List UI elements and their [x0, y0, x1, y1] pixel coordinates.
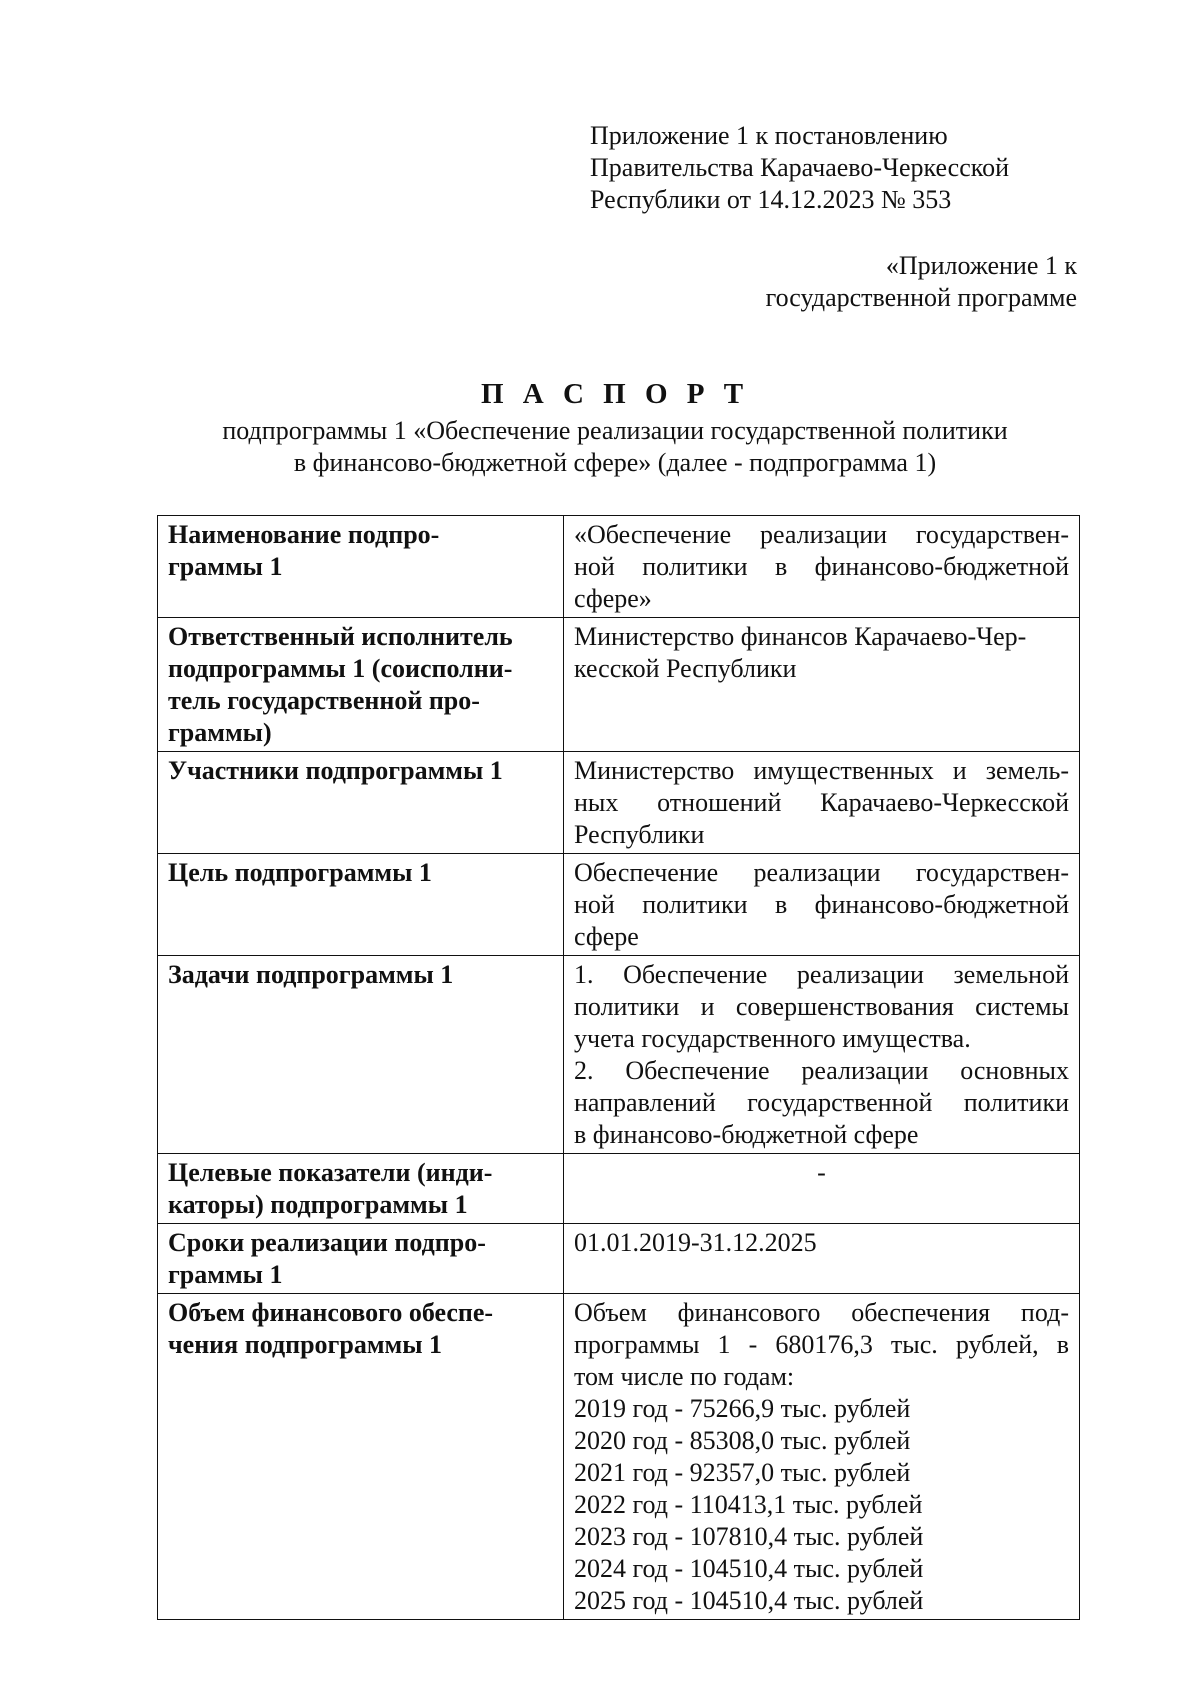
row-value-line: - [817, 1158, 826, 1187]
table-row-indicators [158, 1154, 1080, 1224]
row-label-cell [158, 1154, 564, 1224]
row-label-cell [158, 618, 564, 752]
row-value-line: том числе по годам: [574, 1362, 795, 1391]
row-value-cell [564, 854, 1080, 956]
appendix-line: Приложение 1 к постановлению [590, 121, 948, 150]
row-label-cell [158, 854, 564, 956]
row-value-line: ной политики в финансово-бюджетной [574, 552, 1069, 581]
row-label-line: тель государственной про- [168, 686, 480, 715]
passport-table [157, 515, 1080, 1620]
document-title: П А С П О Р Т [480, 378, 750, 410]
row-value-line: 2. Обеспечение реализации основных [574, 1056, 1069, 1085]
table-row-responsible [158, 618, 1080, 752]
appendix2-line: государственной программе [765, 283, 1077, 312]
appendix2-line: «Приложение 1 к [885, 251, 1077, 280]
row-label-line: каторы) подпрограммы 1 [168, 1190, 468, 1219]
appendix-note [590, 120, 1009, 216]
row-label-line: Участники подпрограммы 1 [168, 756, 503, 785]
row-label-cell [158, 1294, 564, 1620]
row-label-line: Целевые показатели (инди- [168, 1158, 493, 1187]
row-value-cell [564, 516, 1080, 618]
row-value-line: «Обеспечение реализации государствен- [574, 520, 1069, 549]
appendix-line: Республики от 14.12.2023 № 353 [590, 185, 952, 214]
row-label-line: Цель подпрограммы 1 [168, 858, 432, 887]
row-value-line: кесской Республики [574, 654, 797, 683]
row-value-line: 1. Обеспечение реализации земельной [574, 960, 1069, 989]
row-label-line: граммы 1 [168, 1260, 283, 1289]
appendix-line: Правительства Карачаево-Черкесской [590, 153, 1009, 182]
row-value-line: 2021 год - 92357,0 тыс. рублей [574, 1458, 911, 1487]
row-value-line: учета государственного имущества. [574, 1024, 971, 1053]
row-value-cell [564, 752, 1080, 854]
table-row-terms [158, 1224, 1080, 1294]
table-row-name [158, 516, 1080, 618]
row-value-line: Министерство финансов Карачаево-Чер- [574, 622, 1027, 651]
row-value-cell [564, 1294, 1080, 1620]
row-label-cell [158, 752, 564, 854]
row-value-line: направлений государственной политики [574, 1088, 1069, 1117]
subtitle-line: подпрограммы 1 «Обеспечение реализации государственной политики [222, 416, 1008, 445]
program-appendix-note [766, 250, 1077, 314]
row-value-line: ных отношений Карачаево-Черкесской [574, 788, 1069, 817]
row-label-line: подпрограммы 1 (соисполни- [168, 654, 513, 683]
row-label-line: Объем финансового обеспе- [168, 1298, 494, 1327]
row-value-line: сфере» [574, 584, 652, 613]
subtitle-line: в финансово-бюджетной сфере» (далее - подпрограмма 1) [293, 448, 937, 477]
row-label-cell [158, 516, 564, 618]
row-label-line: граммы 1 [168, 552, 283, 581]
row-label-line: Задачи подпрограммы 1 [168, 960, 454, 989]
row-value-line: ной политики в финансово-бюджетной [574, 890, 1069, 919]
passport-table-body [158, 516, 1080, 1620]
row-value-line: программы 1 - 680176,3 тыс. рублей, в [574, 1330, 1069, 1359]
row-value-line: 2019 год - 75266,9 тыс. рублей [574, 1394, 911, 1423]
row-label-line: Ответственный исполнитель [168, 622, 513, 651]
document-subtitle [0, 415, 1200, 479]
table-row-participants [158, 752, 1080, 854]
row-value-line: сфере [574, 922, 639, 951]
row-label-line: Сроки реализации подпро- [168, 1228, 486, 1257]
row-value-line: 2025 год - 104510,4 тыс. рублей [574, 1586, 924, 1615]
row-value-line: Республики [574, 820, 705, 849]
table-row-financing [158, 1294, 1080, 1620]
row-value-line: 2020 год - 85308,0 тыс. рублей [574, 1426, 911, 1455]
row-value-line: 2022 год - 110413,1 тыс. рублей [574, 1490, 923, 1519]
row-value-line: Обеспечение реализации государствен- [574, 858, 1069, 887]
table-row-tasks [158, 956, 1080, 1154]
row-value-cell [564, 618, 1080, 752]
row-value-line: политики и совершенствования системы [574, 992, 1069, 1021]
table-row-goal [158, 854, 1080, 956]
row-value-cell [564, 1224, 1080, 1294]
row-label-line: граммы) [168, 718, 272, 747]
row-value-cell [564, 956, 1080, 1154]
row-value-line: в финансово-бюджетной сфере [574, 1120, 919, 1149]
row-label-cell [158, 1224, 564, 1294]
row-value-line: 2024 год - 104510,4 тыс. рублей [574, 1554, 924, 1583]
row-label-cell [158, 956, 564, 1154]
row-value-line: 01.01.2019-31.12.2025 [574, 1228, 817, 1257]
row-label-line: чения подпрограммы 1 [168, 1330, 443, 1359]
row-value-line: Министерство имущественных и земель- [574, 756, 1069, 785]
row-value-line: 2023 год - 107810,4 тыс. рублей [574, 1522, 924, 1551]
row-value-cell [564, 1154, 1080, 1224]
row-label-line: Наименование подпро- [168, 520, 440, 549]
row-value-line: Объем финансового обеспечения под- [574, 1298, 1069, 1327]
